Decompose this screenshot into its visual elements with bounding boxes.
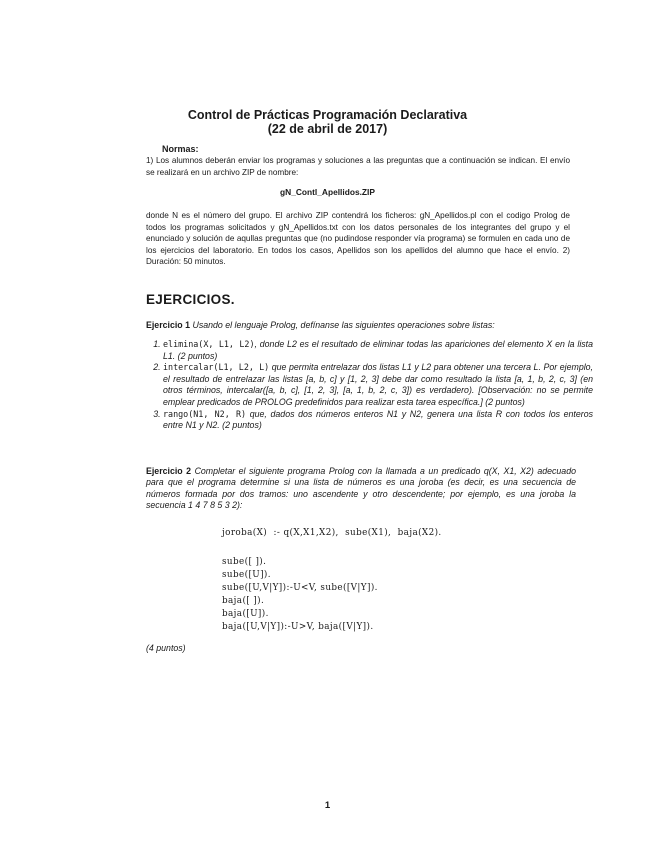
page-number: 1 xyxy=(324,800,331,811)
code-line: baja([U]). xyxy=(222,609,269,619)
document-title-line1: Control de Prácticas Programación Declarativa xyxy=(187,108,468,122)
code-line: baja([ ]). xyxy=(222,596,265,606)
ejercicio-2-points: (4 puntos) xyxy=(146,643,186,653)
ejercicio-2-label: Ejercicio 2 xyxy=(146,466,192,476)
list-item xyxy=(163,339,593,362)
item-code: elimina(X, L1, L2) xyxy=(163,339,255,349)
item-text: que permita entrelazar dos listas L1 y L2 para obtener una tercera L. Por ejemplo, el resultado de entrelazar las listas [a, b, c] y [1, 2, 3] debe dar como resultado la lista [a, 1, b, 2, c, 3] (en otros términos, intercalar([a, b, c], [1, 2, 3], [a, 1, b, 2, c, 3]) es verdadero). [Observación: no se permite emplear predicados de PROLOG predefinidos para realizar esta tarea específica.] (2 puntos) xyxy=(163,362,593,407)
item-code: intercalar(L1, L2, L) xyxy=(163,362,270,373)
code-line: sube([ ]). xyxy=(222,557,267,567)
ejercicio-2-header xyxy=(146,466,576,512)
ejercicio-1-header xyxy=(146,320,576,331)
rules-paragraph-1: 1) Los alumnos deberán enviar los programas y soluciones a las preguntas que a continuación se indican. El envío se realizará en un archivo ZIP de nombre: xyxy=(146,156,570,177)
item-text: que, dados dos números enteros N1 y N2, genera una lista R con todos los enteros entre N1 y N2. (2 puntos) xyxy=(163,408,593,431)
item-text: , donde L2 es el resultado de eliminar todas las apariciones del elemento X en la lista L1. (2 puntos) xyxy=(163,339,594,361)
ejercicio-2-text: Completar el siguiente programa Prolog con la llamada a un predicado q(X, X1, X2) adecuado para que el programa determine si una lista de números es una joroba (es decir, es una secuencia de números formada por dos tramos: uno ascendente y otro descendente; por ejemplo, es una joroba la secuencia 1 4 7 8 5 3 2): xyxy=(146,466,576,511)
ejercicio-1-intro: Usando el lenguaje Prolog, defínanse las siguientes operaciones sobre listas: xyxy=(192,320,495,330)
item-code: rango(N1, N2, R) xyxy=(163,408,247,419)
document-title-line2: (22 de abril de 2017) xyxy=(267,122,388,136)
list-item xyxy=(163,362,593,408)
code-line: sube([U]). xyxy=(222,570,271,580)
rules-label: Normas: xyxy=(162,144,199,154)
zip-filename: gN_Contl_Apellidos.ZIP xyxy=(280,187,375,197)
ejercicio-1-label: Ejercicio 1 xyxy=(146,320,191,330)
ejercicio-1-list xyxy=(146,339,593,432)
section-heading: EJERCICIOS. xyxy=(146,292,235,307)
code-line: sube([U,V|Y]):-U<V, sube([V|Y]). xyxy=(222,583,378,593)
code-line: baja([U,V|Y]):-U>V, baja([V|Y]). xyxy=(222,622,374,632)
list-item xyxy=(163,409,593,432)
rules-paragraph-2: donde N es el número del grupo. El archivo ZIP contendrá los ficheros: gN_Apellidos.pl con el codigo Prolog de todos los programas solicitados y gN_Apellidos.txt con los datos personales de los integrantes del grupo y el enunciado y solución de aqullas preguntas que (no pudindose responder vía programa) se formulen en cada uno de los ejercicios del laboratorio. En todos los casos, Apellidos son los apellidos del alumno que hace el envío. 2) Duración: 50 minutos. xyxy=(146,211,570,267)
code-main-clause: joroba(X) :- q(X,X1,X2), sube(X1), baja(X2). xyxy=(222,528,442,538)
